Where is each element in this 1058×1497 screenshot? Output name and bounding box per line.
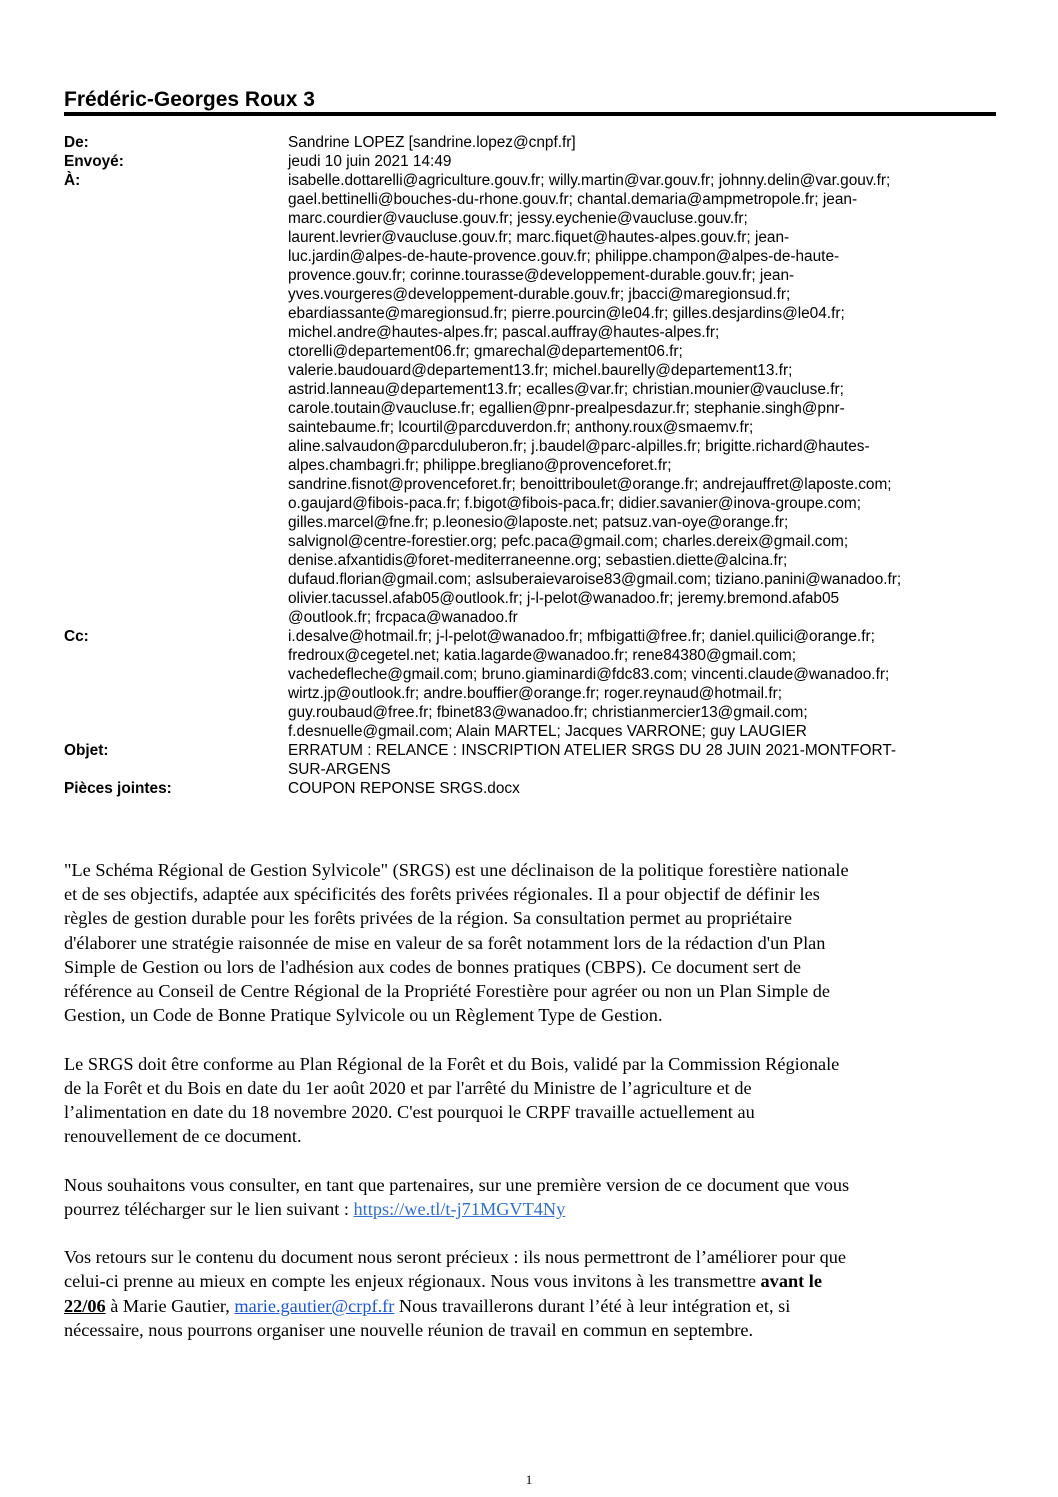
cc-recipients-line: i.desalve@hotmail.fr; j-l-pelot@wanadoo.fr; mfbigatti@free.fr; daniel.quilici@orange.fr; [288, 628, 875, 645]
to-recipients-line: laurent.levrier@vaucluse.gouv.fr; marc.fiquet@hautes-alpes.gouv.fr; jean- [288, 229, 790, 246]
cc-recipients-line: guy.roubaud@free.fr; fbinet83@wanadoo.fr; christianmercier13@gmail.com; [288, 704, 808, 721]
from-row [64, 133, 999, 152]
body-line: "Le Schéma Régional de Gestion Sylvicole" (SRGS) est une déclinaison de la politique forestière nationale [64, 860, 849, 880]
body-line: d'élaborer une stratégie raisonnée de mise en valeur de sa forêt notamment lors de la rédaction d'un Plan [64, 932, 826, 953]
to-recipients-line: aline.salvaudon@parcduluberon.fr; j.baudel@parc-alpilles.fr; brigitte.richard@hautes- [288, 438, 870, 455]
page-number: 1 [525, 1472, 533, 1487]
to-recipients-line: alpes.chambagri.fr; philippe.bregliano@provenceforet.fr; [288, 457, 672, 474]
contact-email-link[interactable]: marie.gautier@crpf.fr [234, 1295, 395, 1316]
body-paragraph-conformity [64, 1052, 999, 1149]
to-recipients-line: gilles.marcel@fne.fr; p.leonesio@laposte.net; patsuz.van-oye@orange.fr; [288, 514, 789, 531]
to-recipients-line: gael.bettinelli@bouches-du-rhone.gouv.fr; chantal.demaria@ampmetropole.fr; jean- [288, 191, 858, 208]
attachment-filename[interactable]: COUPON REPONSE SRGS.docx [288, 780, 520, 797]
cc-row [64, 627, 999, 741]
body-line: Simple de Gestion ou lors de l'adhésion aux codes de bonnes pratiques (CBPS). Ce document sert de [64, 956, 801, 977]
body-line: renouvellement de ce document. [64, 1126, 302, 1147]
to-recipients-line: o.gaujard@fibois-paca.fr; f.bigot@fibois-paca.fr; didier.savanier@inova-groupe.com; [288, 495, 862, 512]
subject-label: Objet: [64, 742, 109, 759]
to-recipients-line: luc.jardin@alpes-de-haute-provence.gouv.fr; philippe.champon@alpes-de-haute- [288, 248, 840, 265]
body-paragraph-consultation [64, 1173, 999, 1221]
to-recipients-line: ebardiassante@maregionsud.fr; pierre.pourcin@le04.fr; gilles.desjardins@le04.fr; [288, 305, 845, 322]
title-rule [64, 112, 996, 116]
body-line: référence au Conseil de Centre Régional de la Propriété Forestière pour agréer ou non un Plan Simple de [64, 981, 831, 1002]
to-recipients-line: provence.gouv.fr; corinne.tourasse@developpement-durable.gouv.fr; jean- [288, 267, 795, 284]
body-line: et de ses objectifs, adaptée aux spécificités des forêts privées régionales. Il a pour objectif de définir les [64, 884, 820, 905]
body-line: nécessaire, nous pourrons organiser une nouvelle réunion de travail en commun en septembre. [64, 1319, 754, 1340]
deadline-date: 22/06 [64, 1295, 106, 1316]
body-line: Nous souhaitons vous consulter, en tant que partenaires, sur une première version de ce document que vous [64, 1174, 850, 1195]
body-line: l’alimentation en date du 18 novembre 2020. C'est pourquoi le CRPF travaille actuellement au [64, 1102, 755, 1123]
download-link[interactable]: https://we.tl/t-j71MGVT4Ny [353, 1198, 566, 1219]
subject-line: ERRATUM : RELANCE : INSCRIPTION ATELIER SRGS DU 28 JUIN 2021-MONTFORT- [288, 742, 897, 759]
to-recipients-line: sandrine.fisnot@provenceforet.fr; benoittriboulet@orange.fr; andrejauffret@laposte.com; [288, 476, 892, 493]
to-label: À: [64, 172, 81, 189]
to-recipients [288, 171, 999, 627]
to-recipients-line: salvignol@centre-forestier.org; pefc.paca@gmail.com; charles.dereix@gmail.com; [288, 533, 849, 550]
sender-title: Frédéric-Georges Roux 3 [64, 88, 315, 111]
to-recipients-line: marc.courdier@vaucluse.gouv.fr; jessy.eychenie@vaucluse.gouv.fr; [288, 210, 748, 227]
subject-value [288, 741, 999, 779]
deadline-text: avant le [760, 1271, 822, 1292]
to-row [64, 171, 999, 627]
body-text: à Marie Gautier, [105, 1295, 235, 1316]
to-recipients-line: @outlook.fr; frcpaca@wanadoo.fr [288, 609, 518, 626]
to-recipients-line: dufaud.florian@gmail.com; aslsuberaievaroise83@gmail.com; tiziano.panini@wanadoo.fr; [288, 571, 902, 588]
to-recipients-line: carole.toutain@vaucluse.fr; egallien@pnr-prealpesdazur.fr; stephanie.singh@pnr- [288, 400, 845, 417]
to-recipients-line: valerie.baudouard@departement13.fr; michel.baurelly@departement13.fr; [288, 362, 793, 379]
body-line: de la Forêt et du Bois en date du 1er août 2020 et par l'arrêté du Ministre de l’agriculture et de [64, 1077, 752, 1098]
email-headers [64, 133, 999, 798]
body-paragraph-srgs-intro [64, 858, 999, 1027]
body-line: Gestion, un Code de Bonne Pratique Sylvicole ou un Règlement Type de Gestion. [64, 1005, 663, 1026]
to-recipients-line: michel.andre@hautes-alpes.fr; pascal.auffray@hautes-alpes.fr; [288, 324, 720, 341]
cc-recipients-line: wirtz.jp@outlook.fr; andre.bouffier@orange.fr; roger.reynaud@hotmail.fr; [288, 685, 783, 702]
to-recipients-line: isabelle.dottarelli@agriculture.gouv.fr; willy.martin@var.gouv.fr; johnny.delin@var.gouv.fr; [288, 172, 891, 189]
to-recipients-line: denise.afxantidis@foret-mediterraneenne.org; sebastien.diette@alcina.fr; [288, 552, 788, 569]
body-line [64, 1294, 999, 1318]
sent-row [64, 152, 999, 171]
from-value: Sandrine LOPEZ [sandrine.lopez@cnpf.fr] [288, 134, 576, 151]
attachments-row [64, 779, 999, 798]
body-line [64, 1269, 999, 1293]
cc-recipients-line: vachedefleche@gmail.com; bruno.giaminardi@fdc83.com; vincenti.claude@wanadoo.fr; [288, 666, 890, 683]
to-recipients-line: saintebaume.fr; lcourtil@parcduverdon.fr; anthony.roux@smaemv.fr; [288, 419, 754, 436]
subject-line: SUR-ARGENS [288, 761, 391, 778]
body-paragraph-feedback [64, 1245, 999, 1342]
body-text: Nous travaillerons durant l’été à leur intégration et, si [394, 1295, 791, 1316]
body-text: celui-ci prenne au mieux en compte les enjeux régionaux. Nous vous invitons à les transmettre [64, 1271, 761, 1292]
cc-recipients-line: fredroux@cegetel.net; katia.lagarde@wanadoo.fr; rene84380@gmail.com; [288, 647, 797, 664]
attachments-label: Pièces jointes: [64, 780, 172, 797]
body-line: Le SRGS doit être conforme au Plan Régional de la Forêt et du Bois, validé par la Commission Régionale [64, 1053, 840, 1074]
subject-row [64, 741, 999, 779]
body-line: règles de gestion durable pour les forêts privées de la région. Sa consultation permet au propriétaire [64, 908, 792, 929]
to-recipients-line: ctorelli@departement06.fr; gmarechal@departement06.fr; [288, 343, 683, 360]
body-line [64, 1197, 999, 1221]
sent-value: jeudi 10 juin 2021 14:49 [288, 153, 452, 170]
to-recipients-line: astrid.lanneau@departement13.fr; ecalles@var.fr; christian.mounier@vaucluse.fr; [288, 381, 844, 398]
email-body [64, 858, 999, 1366]
cc-recipients [288, 627, 999, 741]
cc-recipients-line: f.desnuelle@gmail.com; Alain MARTEL; Jacques VARRONE; guy LAUGIER [288, 723, 807, 740]
to-recipients-line: yves.vourgeres@developpement-durable.gouv.fr; jbacci@maregionsud.fr; [288, 286, 791, 303]
sent-label: Envoyé: [64, 153, 124, 170]
to-recipients-line: olivier.tacussel.afab05@outlook.fr; j-l-pelot@wanadoo.fr; jeremy.bremond.afab05 [288, 590, 840, 607]
from-label: De: [64, 134, 89, 151]
body-text: pourrez télécharger sur le lien suivant : [64, 1198, 354, 1219]
body-line: Vos retours sur le contenu du document nous seront précieux : ils nous permettront de l’améliorer pour que [64, 1247, 847, 1268]
cc-label: Cc: [64, 628, 89, 645]
